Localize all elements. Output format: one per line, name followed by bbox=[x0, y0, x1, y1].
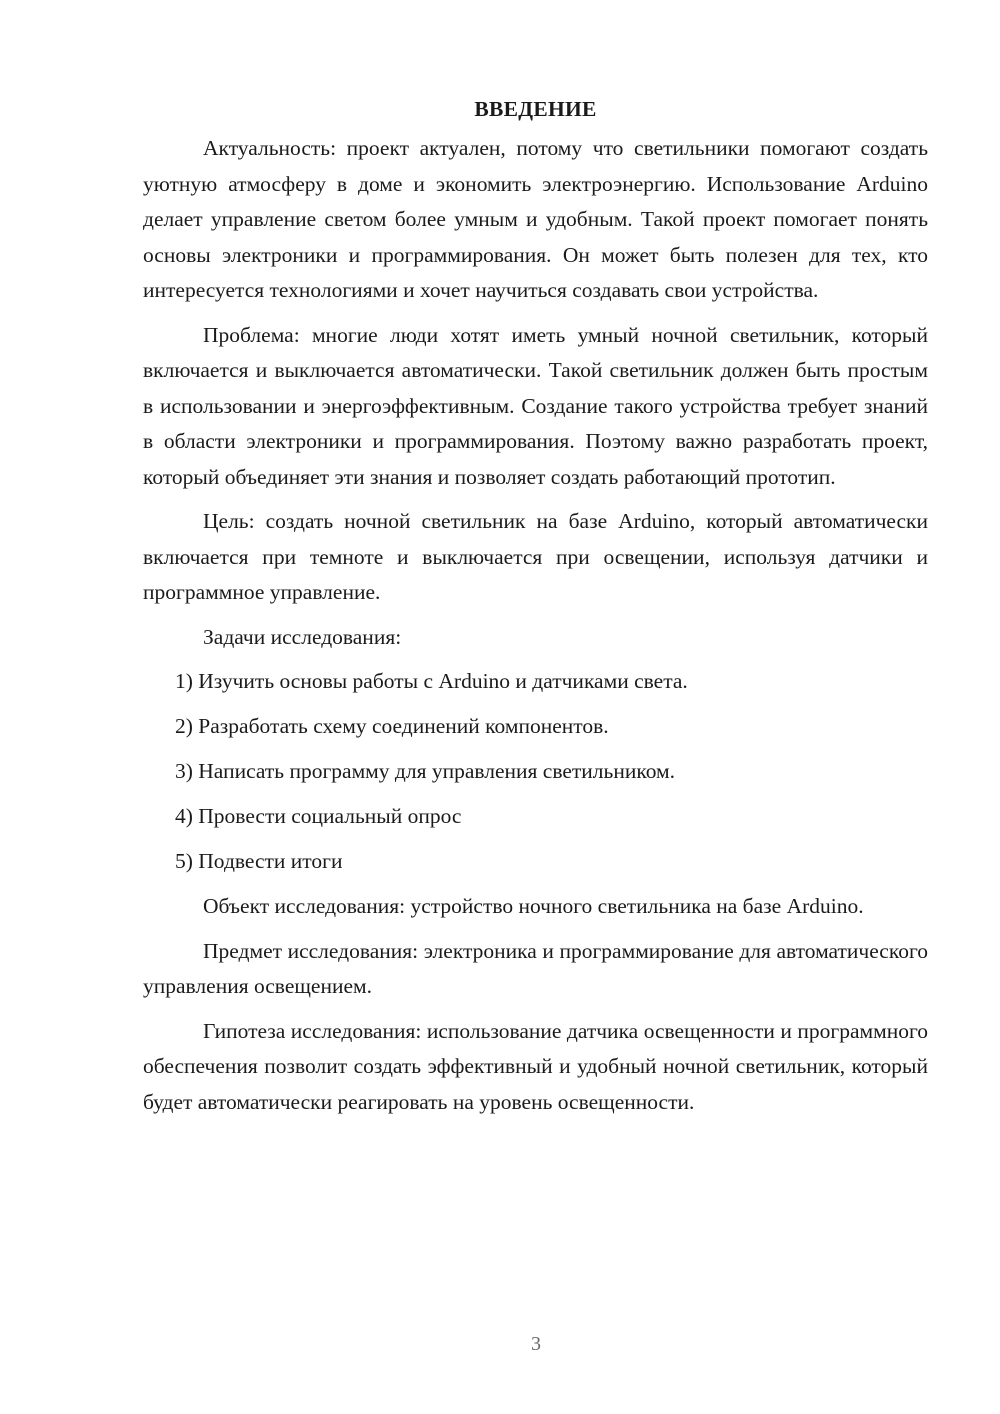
task-item: 5) Подвести итоги bbox=[175, 849, 343, 873]
task-item: 3) Написать программу для управления светильником. bbox=[175, 759, 676, 783]
paragraph-relevance: Актуальность: проект актуален, потому что светильники помогают создать уютную атмосферу в доме и экономить электроэнергию. Использование Arduino делает управление светом более умным и удобным. Такой проект помогает понять основы электроники и программирования. Он может быть полезен для тех, кто интересуется технологиями и хочет научиться создавать свои устройства. bbox=[143, 136, 928, 302]
tasks-list bbox=[143, 664, 928, 880]
task-item: 2) Разработать схему соединений компонентов. bbox=[175, 714, 609, 738]
paragraph-object: Объект исследования: устройство ночного светильника на базе Arduino. bbox=[203, 894, 864, 918]
page-content bbox=[143, 92, 928, 1120]
section-heading: ВВЕДЕНИЕ bbox=[474, 97, 597, 121]
paragraph-problem: Проблема: многие люди хотят иметь умный ночной светильник, который включается и выключается автоматически. Такой светильник должен быть простым в использовании и энергоэффективным. Создание такого устройства требует знаний в области электроники и программирования. Поэтому важно разработать проект, который объединяет эти знания и позволяет создать работающий прототип. bbox=[143, 322, 928, 489]
task-item: 4) Провести социальный опрос bbox=[175, 804, 462, 828]
paragraph-subject: Предмет исследования: электроника и программирование для автоматического управления освещением. bbox=[143, 938, 928, 998]
paragraph-goal: Цель: создать ночной светильник на базе Arduino, который автоматически включается при темноте и выключается при освещении, используя датчики и программное управление. bbox=[143, 509, 928, 604]
page-number: 3 bbox=[531, 1333, 541, 1355]
tasks-title: Задачи исследования: bbox=[203, 624, 402, 649]
task-item: 1) Изучить основы работы с Arduino и датчиками света. bbox=[175, 669, 688, 693]
paragraph-hypothesis: Гипотеза исследования: использование датчика освещенности и программного обеспечения позволит создать эффективный и удобный ночной светильник, который будет автоматически реагировать на уровень освещенности. bbox=[143, 1018, 928, 1114]
